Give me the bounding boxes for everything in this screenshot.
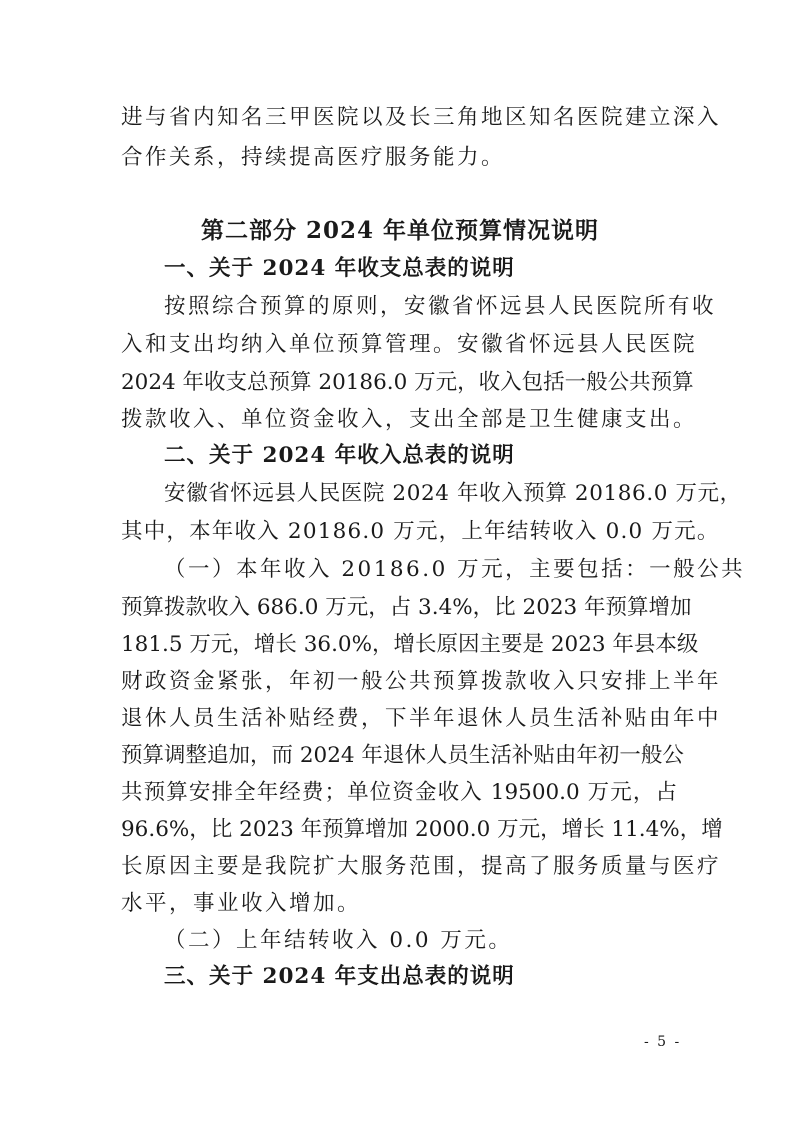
paragraph-line: （一）本年收入 20186.0 万元，主要包括：一般公共 bbox=[164, 557, 746, 582]
section-heading-3: 三、关于 2024 年支出总表的说明 bbox=[164, 964, 515, 989]
section-heading-1: 一、关于 2024 年收支总表的说明 bbox=[164, 256, 515, 281]
paragraph-line: 财政资金紧张，年初一般公共预算拨款收入只安排上半年 bbox=[121, 669, 722, 694]
paragraph-line: （二）上年结转收入 0.0 万元。 bbox=[164, 928, 513, 953]
paragraph-line: 预算调整追加，而 2024 年退休人员生活补贴由年初一般公 bbox=[121, 743, 684, 768]
page-number: - 5 - bbox=[644, 1034, 682, 1050]
paragraph-line: 共预算安排全年经费；单位资金收入 19500.0 万元，占 bbox=[121, 780, 677, 805]
paragraph-line: 按照综合预算的原则，安徽省怀远县人民医院所有收 bbox=[164, 294, 717, 319]
part-title: 第二部分 2024 年单位预算情况说明 bbox=[201, 217, 600, 244]
paragraph-line: 96.6%，比 2023 年预算增加 2000.0 万元，增长 11.4%，增 bbox=[121, 817, 723, 842]
paragraph-line: 安徽省怀远县人民医院 2024 年收入预算 20186.0 万元， bbox=[164, 481, 742, 506]
paragraph-line: 拨款收入、单位资金收入，支出全部是卫生健康支出。 bbox=[121, 407, 698, 432]
paragraph-line: 合作关系，持续提高医疗服务能力。 bbox=[121, 145, 506, 170]
paragraph-line: 181.5 万元，增长 36.0%，增长原因主要是 2023 年县本级 bbox=[121, 632, 699, 657]
paragraph-line: 退休人员生活补贴经费，下半年退休人员生活补贴由年中 bbox=[121, 706, 722, 731]
paragraph-line: 入和支出均纳入单位预算管理。安徽省怀远县人民医院 bbox=[121, 332, 698, 357]
paragraph-line: 2024 年收支总预算 20186.0 万元，收入包括一般公共预算 bbox=[121, 370, 694, 395]
paragraph-line: 长原因主要是我院扩大服务范围，提高了服务质量与医疗 bbox=[121, 854, 722, 879]
paragraph-line: 预算拨款收入 686.0 万元，占 3.4%，比 2023 年预算增加 bbox=[121, 595, 692, 620]
paragraph-line: 进与省内知名三甲医院以及长三角地区知名医院建立深入 bbox=[121, 105, 722, 130]
paragraph-line: 水平，事业收入增加。 bbox=[121, 891, 362, 916]
paragraph-line: 其中，本年收入 20186.0 万元，上年结转收入 0.0 万元。 bbox=[121, 519, 720, 544]
section-heading-2: 二、关于 2024 年收入总表的说明 bbox=[164, 443, 515, 468]
